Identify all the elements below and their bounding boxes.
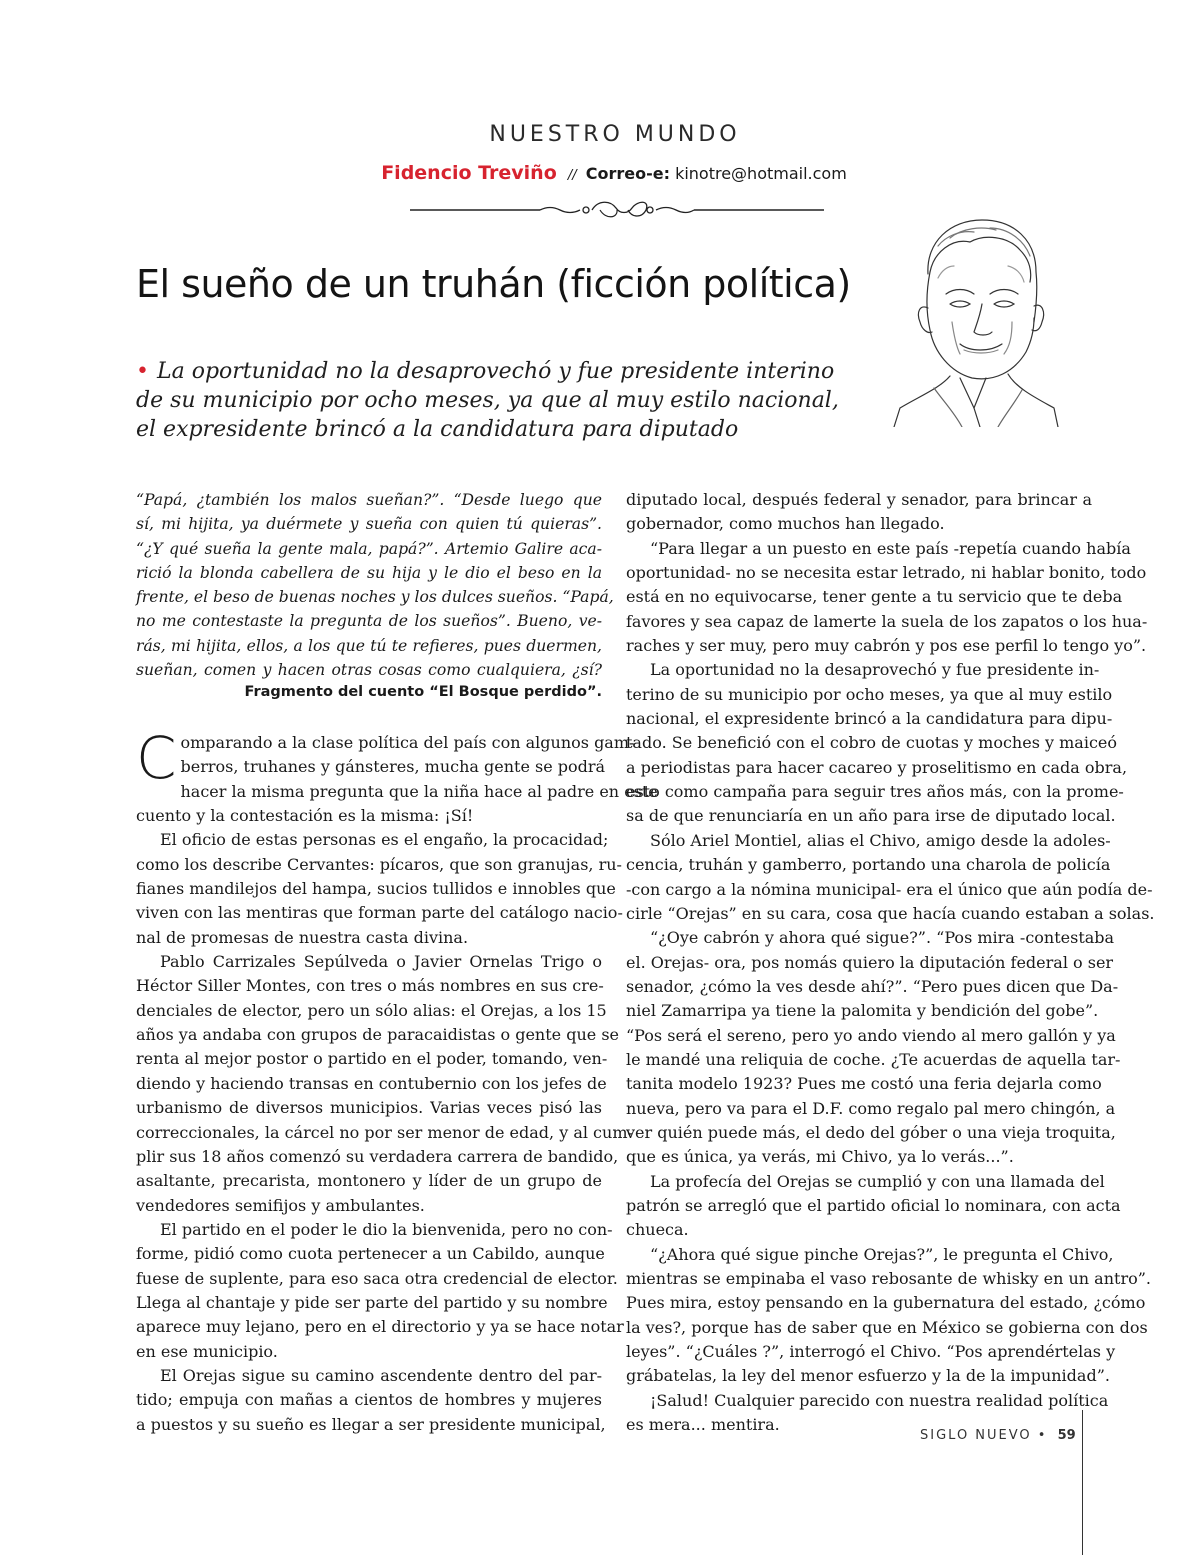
body-line: a periodistas para hacer cacareo y proselitismo en cada obra, xyxy=(626,757,1128,777)
body-line: le mandé una reliquia de coche. ¿Te acuerdas de aquella tar- xyxy=(626,1049,1121,1069)
body-line: -con cargo a la nómina municipal- era el único que aún podía de- xyxy=(626,879,1153,899)
body-line: que es única, ya verás, mi Chivo, ya lo verás...”. xyxy=(626,1147,1014,1167)
body-line: tanita modelo 1923? Pues me costó una feria dejarla como xyxy=(626,1074,1102,1094)
body-line: “¿Oye cabrón y ahora qué sigue?”. “Pos mira -contestaba xyxy=(650,928,1115,948)
body-line: como los describe Cervantes: pícaros, que son granujas, ru- xyxy=(136,854,622,874)
body-line: “¿Ahora qué sigue pinche Orejas?”, le pregunta el Chivo, xyxy=(650,1244,1114,1264)
page-number: 59 xyxy=(1057,1428,1076,1443)
author-name: Fidencio Treviño xyxy=(381,162,557,184)
page-footer xyxy=(920,1428,1076,1443)
deck-line: de su municipio por ocho meses, ya que al muy estilo nacional, xyxy=(136,388,839,413)
body-line: el. Orejas- ora, pos nomás quiero la diputación federal o ser xyxy=(626,952,1114,972)
body-line: Sólo Ariel Montiel, alias el Chivo, amigo desde la adoles- xyxy=(650,830,1111,850)
body-line: a puestos y su sueño es llegar a ser presidente municipal, xyxy=(136,1414,606,1434)
body-line: La oportunidad no la desaprovechó y fue presidente in- xyxy=(650,660,1100,680)
epigraph-line: no me contestaste la pregunta de los sueños”. Bueno, ve- xyxy=(136,612,602,631)
body-line: viven con las mentiras que forman parte del catálogo nacio- xyxy=(136,903,623,923)
body-line: diendo y haciendo transas en contubernio con los jefes de xyxy=(136,1073,607,1093)
author-portrait-sketch xyxy=(890,212,1060,427)
body-line: fuese de suplente, para eso saca otra credencial de elector. xyxy=(136,1268,618,1288)
body-line: berros, truhanes y gánsteres, mucha gente se podrá xyxy=(180,757,606,777)
body-line: “Pos será el sereno, pero yo ando viendo al mero gallón y ya xyxy=(626,1025,1116,1045)
body-line: ver quién puede más, el dedo del góber o una vieja troquita, xyxy=(626,1122,1116,1142)
body-line: cencia, truhán y gamberro, portando una charola de policía xyxy=(626,855,1111,875)
epigraph-line: frente, el beso de buenas noches y los dulces sueños. “Papá, xyxy=(136,588,614,607)
body-line: niel Zamarripa ya tiene la palomita y bendición del gobe”. xyxy=(626,1001,1099,1021)
body-line: Héctor Siller Montes, con tres o más nombres en sus cre- xyxy=(136,976,604,996)
body-line: en ese municipio. xyxy=(136,1341,278,1361)
body-line: es mera... mentira. xyxy=(626,1415,780,1435)
epigraph-line: “Papá, ¿también los malos sueñan?”. “Desde luego que xyxy=(136,491,602,509)
body-line: la ves?, porque has de saber que en México se gobierna con dos xyxy=(626,1317,1148,1337)
deck-bullet: • xyxy=(136,359,149,384)
epigraph-line: rás, mi hijita, ellos, a los que tú te refieres, pues duermen, xyxy=(136,636,602,655)
body-line: denciales de elector, pero un sólo alias: el Orejas, a los 15 xyxy=(136,1000,607,1020)
body-line: está en no equivocarse, tener gente a tu servicio que te deba xyxy=(626,587,1123,607)
body-line: favores y sea capaz de lamerte la suela de los zapatos o los hua- xyxy=(626,611,1148,631)
deck-line: La oportunidad no la desaprovechó y fue presidente interino xyxy=(156,359,835,384)
body-line: tado. Se benefició con el cobro de cuotas y moches y maiceó xyxy=(626,733,1117,753)
body-line: diputado local, después federal y senador, para brincar a xyxy=(626,490,1092,509)
body-line: tido; empuja con mañas a cientos de hombres y mujeres xyxy=(136,1390,602,1410)
epigraph-line: rició la blonda cabellera de su hija y le dio el beso en la xyxy=(136,563,602,582)
article-title: El sueño de un truhán (ficción política) xyxy=(136,262,851,306)
body-line: nacional, el expresidente brincó a la candidatura para dipu- xyxy=(626,709,1113,729)
body-line: vendedores semifijos y ambulantes. xyxy=(136,1195,425,1215)
body-line: nueva, pero va para el D.F. como regalo pal mero chingón, a xyxy=(626,1098,1116,1118)
body-line: Llega al chantaje y pide ser parte del partido y su nombre xyxy=(136,1292,608,1312)
body-line: chueca. xyxy=(626,1220,689,1240)
body-line: asaltante, precarista, montonero y líder de un grupo de xyxy=(136,1171,602,1191)
body-line: grábatelas, la ley del menor esfuerzo y la de la impunidad”. xyxy=(626,1366,1110,1386)
body-line: hacer la misma pregunta que la niña hace al padre en este xyxy=(180,781,658,801)
body-line: correccionales, la cárcel no por ser menor de edad, y al cum- xyxy=(136,1122,633,1142)
body-line: oportunidad- no se necesita estar letrado, ni hablar bonito, todo xyxy=(626,563,1147,583)
body-line: El partido en el poder le dio la bienvenida, pero no con- xyxy=(160,1219,613,1239)
body-line: urbanismo de diversos municipios. Varias veces pisó las xyxy=(136,1098,602,1118)
byline-separator: // xyxy=(567,168,577,183)
deck-line: el expresidente brincó a la candidatura para diputado xyxy=(136,417,739,442)
article-deck xyxy=(136,357,839,444)
body-line: leyes”. “¿Cuáles ?”, interrogó el Chivo. “Pos aprendértelas y xyxy=(626,1342,1116,1362)
body-line: senador, ¿cómo la ves desde ahí?”. “Pero pues dicen que Da- xyxy=(626,976,1119,996)
body-line: “Para llegar a un puesto en este país -repetía cuando había xyxy=(650,538,1131,558)
byline xyxy=(0,162,1200,184)
right-column xyxy=(626,488,1155,1437)
epigraph-line: sí, mi hijita, ya duérmete y sueña con quien tú quieras”. xyxy=(136,515,602,534)
section-title: NUESTRO MUNDO xyxy=(489,122,741,147)
body-line: gobernador, como muchos han llegado. xyxy=(626,514,945,534)
body-line: esto como campaña para seguir tres años más, con la prome- xyxy=(626,782,1124,802)
ornamental-divider-icon xyxy=(410,196,824,224)
epigraph xyxy=(136,488,614,682)
epigraph-line: “¿Y qué sueña la gente mala, papá?”. Artemio Galire aca- xyxy=(136,539,602,558)
body-line: mientras se empinaba el vaso rebosante de whisky en un antro”. xyxy=(626,1269,1151,1288)
body-line: cirle “Orejas” en su cara, cosa que hacía cuando estaban a solas. xyxy=(626,903,1155,923)
body-line: La profecía del Orejas se cumplió y con una llamada del xyxy=(650,1171,1105,1191)
magazine-name: SIGLO NUEVO xyxy=(920,1428,1032,1443)
body-line: El Orejas sigue su camino ascendente dentro del par- xyxy=(160,1365,602,1385)
body-line: ¡Salud! Cualquier parecido con nuestra realidad política xyxy=(650,1390,1109,1410)
body-line: fianes mandilejos del hampa, sucios tullidos e innobles que xyxy=(136,879,616,899)
body-line: forme, pidió como cuota pertenecer a un Cabildo, aunque xyxy=(136,1244,605,1264)
email-label: Correo-e: xyxy=(585,164,670,183)
body-line: renta al mejor postor o partido en el poder, tomando, ven- xyxy=(136,1049,608,1069)
footer-bullet: • xyxy=(1037,1428,1048,1443)
body-line: Pues mira, estoy pensando en la gubernatura del estado, ¿cómo xyxy=(626,1293,1146,1313)
body-line: nal de promesas de nuestra casta divina. xyxy=(136,927,469,947)
body-line: patrón se arregló que el partido oficial lo nominara, con acta xyxy=(626,1195,1121,1215)
body-line: raches y ser muy, pero muy cabrón y pos ese perfil lo tengo yo”. xyxy=(626,636,1147,656)
footer-rule xyxy=(1082,1410,1083,1555)
epigraph-source: Fragmento del cuento “El Bosque perdido”. xyxy=(244,684,602,700)
body-line: plir sus 18 años comenzó su verdadera carrera de bandido, xyxy=(136,1146,619,1166)
author-email[interactable]: kinotre@hotmail.com xyxy=(675,164,847,183)
epigraph-line: sueñan, comen y hacen otras cosas como cualquiera, ¿sí? xyxy=(136,661,602,680)
drop-cap: C xyxy=(136,724,177,792)
body-line: años ya andaba con grupos de paracaidistas o gente que se xyxy=(136,1025,619,1045)
body-line: omparando a la clase política del país con algunos gam- xyxy=(180,733,635,752)
body-line: El oficio de estas personas es el engaño, la procacidad; xyxy=(160,830,609,850)
body-line: sa de que renunciaría en un año para irse de diputado local. xyxy=(626,806,1116,826)
body-line: cuento y la contestación es la misma: ¡Sí! xyxy=(136,806,474,826)
body-line: Pablo Carrizales Sepúlveda o Javier Ornelas Trigo o xyxy=(160,952,602,972)
body-line: terino de su municipio por ocho meses, ya que al muy estilo xyxy=(626,684,1113,704)
body-line: aparece muy lejano, pero en el directorio y ya se hace notar xyxy=(136,1317,624,1337)
